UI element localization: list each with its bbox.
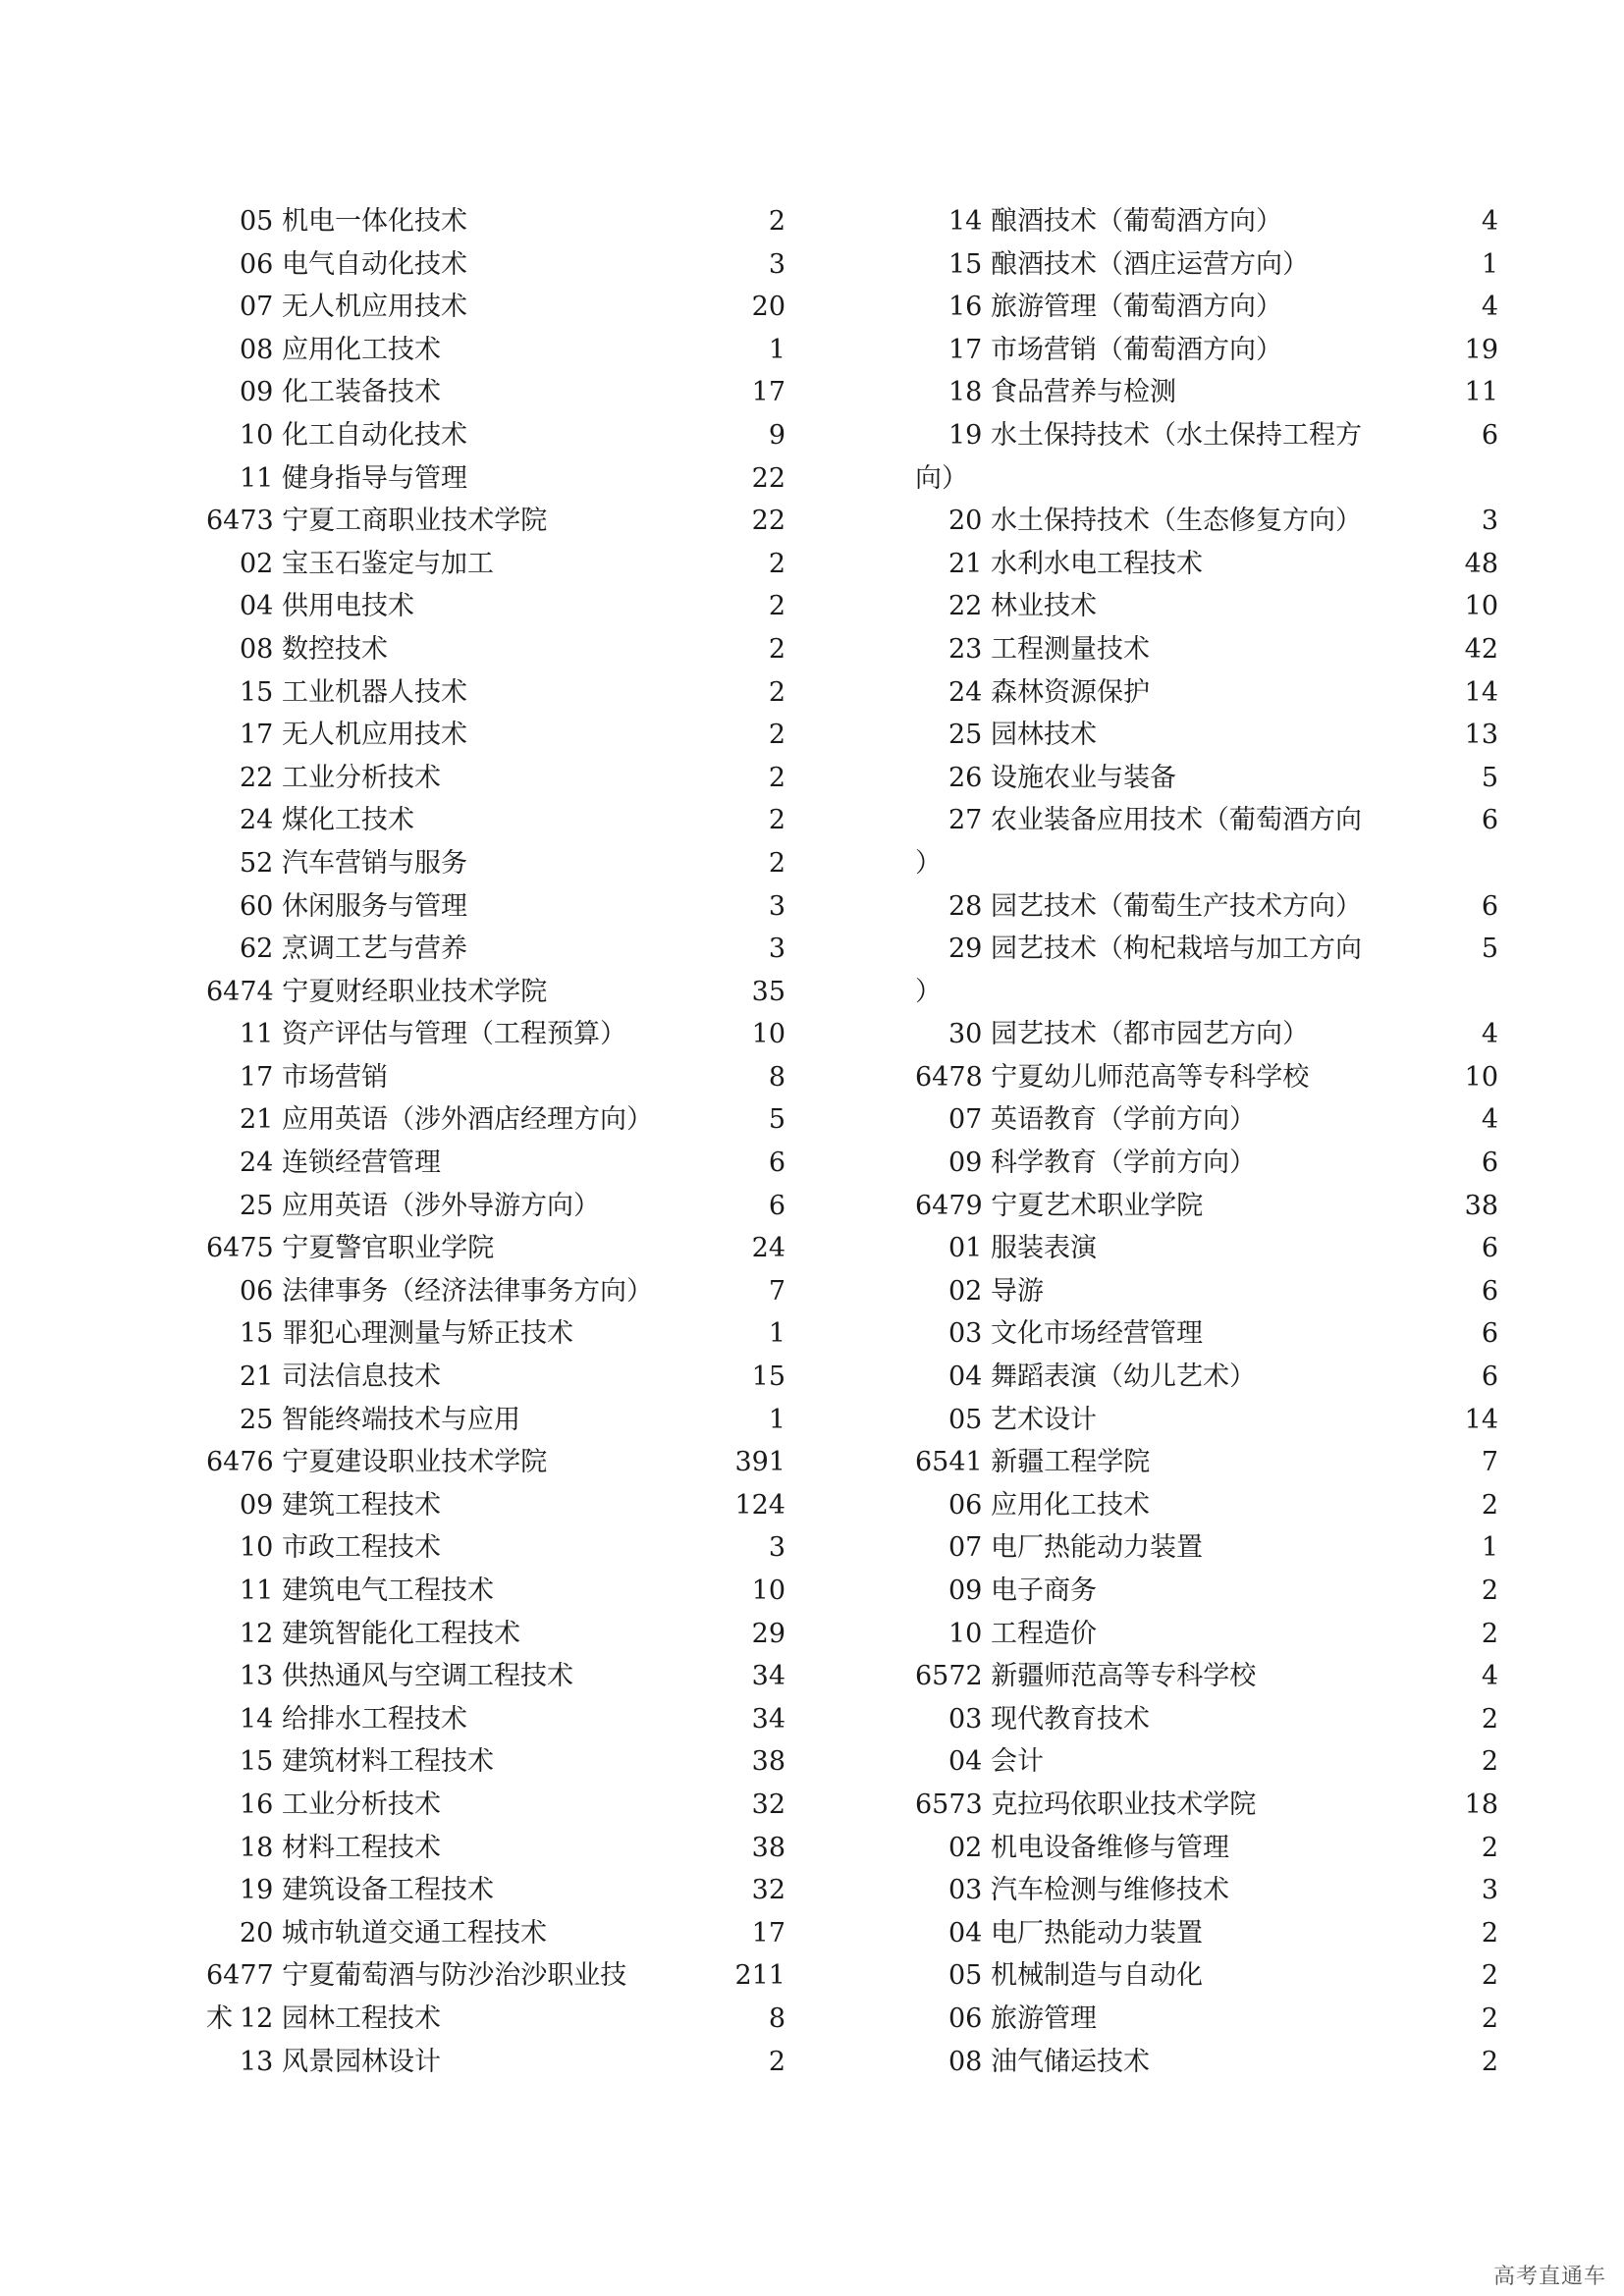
institution-name: 6476 宁夏建设职业技术学院 [206,1447,548,1478]
major-name: 04 供用电技术 [240,591,414,622]
quota-value: 11 [1464,377,1498,408]
major-row [915,1526,1498,1570]
quota-value: 10 [1464,1061,1498,1093]
major-row [915,1227,1498,1270]
major-name: 24 煤化工技术 [240,805,414,836]
quota-value: 3 [768,1532,785,1564]
quota-value: 4 [1481,1019,1498,1050]
major-row [915,1399,1498,1442]
quota-value: 8 [768,1061,785,1093]
major-name: 18 食品营养与检测 [948,377,1176,408]
major-name: 07 无人机应用技术 [240,292,467,323]
major-name: 04 会计 [948,1746,1044,1778]
quota-value: 6 [1481,1362,1498,1393]
quota-value: 22 [751,462,785,494]
major-row [915,1013,1498,1056]
major-name: 08 数控技术 [240,633,388,665]
major-row [206,371,785,414]
quota-value: 2 [1481,1489,1498,1521]
major-row [915,628,1498,671]
major-row [915,500,1498,543]
quota-value: 2 [1481,2002,1498,2034]
major-row [206,1526,785,1570]
major-name: 19 建筑设备工程技术 [240,1875,494,1906]
watermark: 高考直通车 [1492,2265,1606,2289]
major-name: 05 机械制造与自动化 [948,1960,1203,1992]
major-row [915,1570,1498,1613]
institution-row [206,971,785,1014]
major-name: 09 建筑工程技术 [240,1489,441,1521]
major-row [915,543,1498,586]
major-name: 24 森林资源保护 [948,676,1150,708]
major-name-line1: 29 园艺技术（枸杞栽培与加工方向 [948,934,1362,965]
quota-value: 2 [1481,1746,1498,1778]
major-name: 17 无人机应用技术 [240,720,467,751]
major-row [915,1356,1498,1399]
major-name: 06 应用化工技术 [948,1489,1150,1521]
major-name: 03 现代教育技术 [948,1703,1150,1735]
quota-value: 6 [768,1148,785,1179]
quota-value: 2 [768,206,785,237]
major-row [206,842,785,885]
major-name: 25 园林技术 [948,720,1097,751]
major-name: 25 应用英语（涉外导游方向） [240,1190,600,1221]
quota-value: 2 [768,847,785,879]
quota-value: 6 [1481,1318,1498,1350]
major-row [206,1655,785,1698]
major-name: 11 建筑电气工程技术 [240,1575,494,1606]
major-name: 20 水土保持技术（生态修复方向） [948,506,1362,537]
major-name [915,414,1380,500]
major-row [915,757,1498,800]
quota-value: 6 [1481,1148,1498,1179]
major-name-line2: ） [915,976,942,1007]
major-row [206,1484,785,1527]
quota-value: 9 [768,419,785,451]
major-name: 28 园艺技术（葡萄生产技术方向） [948,890,1362,922]
major-name-line1: 27 农业装备应用技术（葡萄酒方向 [948,805,1362,836]
quota-value: 18 [1464,1789,1498,1820]
major-name: 09 科学教育（学前方向） [948,1148,1256,1179]
quota-value: 14 [1464,1404,1498,1435]
quota-value: 1 [768,1318,785,1350]
quota-value: 6 [1481,1275,1498,1307]
major-row [915,714,1498,757]
major-row [206,200,785,243]
quota-value: 2 [768,720,785,751]
quota-value: 3 [768,890,785,922]
major-name: 06 法律事务（经济法律事务方向） [240,1275,653,1307]
major-name: 25 智能终端技术与应用 [240,1404,520,1435]
major-row [206,457,785,501]
quota-value: 2 [768,633,785,665]
major-name: 15 罪犯心理测量与矫正技术 [240,1318,573,1350]
quota-value: 5 [768,1104,785,1136]
major-row [915,1484,1498,1527]
quota-value: 1 [1481,1532,1498,1564]
major-row [915,1270,1498,1313]
major-name: 09 化工装备技术 [240,377,441,408]
quota-value: 2 [1481,1917,1498,1949]
major-row [206,1613,785,1656]
major-name: 20 城市轨道交通工程技术 [240,1917,547,1949]
major-row [206,1399,785,1442]
major-row [915,243,1498,287]
institution-name: 6475 宁夏警官职业学院 [206,1233,495,1264]
major-row [206,1827,785,1870]
quota-value: 2 [1481,1832,1498,1863]
major-name: 62 烹调工艺与营养 [240,934,467,965]
quota-value: 6 [1481,419,1498,451]
institution-name: 6473 宁夏工商职业技术学院 [206,506,548,537]
institution-name: 6479 宁夏艺术职业学院 [915,1190,1204,1221]
major-row [915,1142,1498,1185]
major-name: 10 工程造价 [948,1618,1097,1649]
major-row [206,1312,785,1356]
institution-name: 6573 克拉玛依职业技术学院 [915,1789,1257,1820]
major-name-line2: 向） [915,462,968,494]
quota-value: 2 [1481,2046,1498,2077]
major-name: 02 宝玉石鉴定与加工 [240,548,494,579]
quota-value: 1 [768,1404,785,1435]
major-row [206,1698,785,1741]
quota-value: 38 [751,1746,785,1778]
major-row [915,200,1498,243]
quota-value: 2 [768,591,785,622]
quota-value: 5 [1481,934,1498,965]
quota-value: 4 [1481,1661,1498,1692]
institution-row [206,1227,785,1270]
quota-value: 48 [1464,548,1498,579]
major-row [915,286,1498,329]
quota-value: 8 [768,2002,785,2034]
major-row [206,1356,785,1399]
major-name: 24 连锁经营管理 [240,1148,441,1179]
quota-value: 32 [751,1789,785,1820]
quota-value: 3 [768,934,785,965]
major-row [915,1869,1498,1912]
major-name: 02 机电设备维修与管理 [948,1832,1229,1863]
major-name: 21 应用英语（涉外酒店经理方向） [240,1104,653,1136]
quota-value: 17 [751,1917,785,1949]
quota-value: 4 [1481,1104,1498,1136]
major-row [206,799,785,842]
major-row [915,799,1498,884]
major-name: 07 英语教育（学前方向） [948,1104,1256,1136]
institution-row [915,1185,1498,1228]
quota-value: 6 [1481,805,1498,836]
quota-value: 3 [1481,506,1498,537]
major-name: 26 设施农业与装备 [948,762,1176,793]
quota-value: 29 [751,1618,785,1649]
left-column [206,200,785,2083]
major-name-line2: ） [915,847,942,879]
major-name: 14 给排水工程技术 [240,1703,467,1735]
quota-value: 3 [768,248,785,280]
quota-value: 6 [768,1190,785,1221]
major-row [915,371,1498,414]
major-name: 17 市场营销 [240,1061,388,1093]
major-row [915,671,1498,715]
quota-value: 13 [1464,720,1498,751]
major-name: 22 林业技术 [948,591,1097,622]
major-row [206,243,785,287]
major-row [915,1312,1498,1356]
major-row [915,329,1498,372]
institution-row [915,1056,1498,1099]
major-row [206,1570,785,1613]
major-row [206,928,785,971]
major-name: 15 酿酒技术（酒庄运营方向） [948,248,1309,280]
major-row [206,2041,785,2084]
quota-value: 124 [734,1489,785,1521]
quota-value: 38 [751,1832,785,1863]
quota-value: 20 [751,292,785,323]
institution-name: 6541 新疆工程学院 [915,1447,1151,1478]
quota-value: 1 [1481,248,1498,280]
institution-row [206,1441,785,1484]
major-name: 60 休闲服务与管理 [240,890,467,922]
quota-value: 3 [1481,1875,1498,1906]
major-name: 07 电厂热能动力装置 [948,1532,1203,1564]
quota-value: 17 [751,377,785,408]
major-row [206,671,785,715]
quota-value: 2 [768,676,785,708]
major-row [206,1784,785,1827]
major-name-line1: 19 水土保持技术（水土保持工程方 [948,419,1362,451]
major-row [206,1740,785,1784]
major-name: 21 水利水电工程技术 [948,548,1203,579]
major-row [206,585,785,628]
major-name: 17 市场营销（葡萄酒方向） [948,334,1282,365]
major-name: 10 市政工程技术 [240,1532,441,1564]
quota-value: 4 [1481,206,1498,237]
major-name: 16 旅游管理（葡萄酒方向） [948,292,1282,323]
institution-name: 6572 新疆师范高等专科学校 [915,1661,1257,1692]
quota-value: 2 [1481,1575,1498,1606]
major-name: 12 园林工程技术 [240,2002,441,2034]
major-name: 06 电气自动化技术 [240,248,467,280]
quota-value: 4 [1481,292,1498,323]
major-name [915,928,1380,1013]
major-name: 05 机电一体化技术 [240,206,467,237]
major-name: 03 汽车检测与维修技术 [948,1875,1229,1906]
major-name: 10 化工自动化技术 [240,419,467,451]
quota-value: 6 [1481,890,1498,922]
major-name: 13 风景园林设计 [240,2046,441,2077]
quota-value: 6 [1481,1233,1498,1264]
major-name: 15 建筑材料工程技术 [240,1746,494,1778]
major-name: 12 建筑智能化工程技术 [240,1618,520,1649]
major-row [206,1998,785,2041]
right-column [915,200,1498,2083]
major-name: 14 酿酒技术（葡萄酒方向） [948,206,1282,237]
quota-value: 2 [768,805,785,836]
major-row [206,1056,785,1099]
quota-value: 10 [751,1019,785,1050]
major-name: 15 工业机器人技术 [240,676,467,708]
major-name: 23 工程测量技术 [948,633,1150,665]
major-name: 04 电厂热能动力装置 [948,1917,1203,1949]
major-row [206,628,785,671]
quota-value: 10 [1464,591,1498,622]
quota-value: 15 [751,1362,785,1393]
quota-value: 42 [1464,633,1498,665]
quota-value: 2 [768,762,785,793]
major-name: 22 工业分析技术 [240,762,441,793]
quota-value: 5 [1481,762,1498,793]
major-row [915,2041,1498,2084]
quota-value: 1 [768,334,785,365]
major-name: 52 汽车营销与服务 [240,847,467,879]
major-row [915,1998,1498,2041]
major-row [206,1013,785,1056]
quota-value: 2 [768,548,785,579]
quota-value: 32 [751,1875,785,1906]
major-name: 21 司法信息技术 [240,1362,441,1393]
major-row [915,1740,1498,1784]
major-row [206,414,785,457]
major-name: 18 材料工程技术 [240,1832,441,1863]
major-name [915,799,1380,884]
major-row [206,1185,785,1228]
quota-value: 34 [751,1703,785,1735]
quota-value: 2 [768,2046,785,2077]
major-name: 05 艺术设计 [948,1404,1097,1435]
major-row [206,543,785,586]
institution-row [915,1655,1498,1698]
quota-value: 2 [1481,1960,1498,1992]
quota-value: 35 [751,976,785,1007]
quota-value: 34 [751,1661,785,1692]
major-name: 16 工业分析技术 [240,1789,441,1820]
major-row [206,329,785,372]
major-name: 30 园艺技术（都市园艺方向） [948,1019,1309,1050]
quota-value: 7 [1481,1447,1498,1478]
major-row [915,1613,1498,1656]
major-name: 01 服装表演 [948,1233,1097,1264]
quota-value: 19 [1464,334,1498,365]
major-name: 09 电子商务 [948,1575,1097,1606]
major-row [915,414,1498,500]
institution-name: 6474 宁夏财经职业技术学院 [206,976,548,1007]
institution-row [915,1784,1498,1827]
major-name: 08 油气储运技术 [948,2046,1150,2077]
major-name: 11 健身指导与管理 [240,462,467,494]
major-row [915,1827,1498,1870]
major-row [206,1270,785,1313]
major-name: 03 文化市场经营管理 [948,1318,1203,1350]
quota-value: 211 [734,1960,785,1992]
major-row [915,885,1498,929]
institution-row [206,500,785,543]
institution-name: 6478 宁夏幼儿师范高等专科学校 [915,1061,1310,1093]
major-row [915,585,1498,628]
major-row [206,1912,785,1955]
major-row [206,757,785,800]
major-row [915,1698,1498,1741]
major-name: 04 舞蹈表演（幼儿艺术） [948,1362,1256,1393]
major-row [206,286,785,329]
institution-name: 6477 宁夏葡萄酒与防沙治沙职业技术 [206,1960,627,2034]
major-name: 13 供热通风与空调工程技术 [240,1661,573,1692]
major-name: 11 资产评估与管理（工程预算） [240,1019,626,1050]
major-row [915,1098,1498,1142]
major-row [206,1098,785,1142]
quota-value: 22 [751,506,785,537]
quota-value: 391 [734,1447,785,1478]
quota-value: 10 [751,1575,785,1606]
quota-value: 24 [751,1233,785,1264]
major-row [206,714,785,757]
major-name: 08 应用化工技术 [240,334,441,365]
quota-value: 2 [1481,1618,1498,1649]
institution-row [915,1441,1498,1484]
major-row [915,928,1498,1013]
quota-value: 2 [1481,1703,1498,1735]
quota-value: 7 [768,1275,785,1307]
major-row [206,1142,785,1185]
major-row [206,885,785,929]
major-row [206,1869,785,1912]
major-row [915,1954,1498,1998]
major-name: 02 导游 [948,1275,1044,1307]
quota-value: 14 [1464,676,1498,708]
major-name: 06 旅游管理 [948,2002,1097,2034]
quota-value: 38 [1464,1190,1498,1221]
major-row [915,1912,1498,1955]
